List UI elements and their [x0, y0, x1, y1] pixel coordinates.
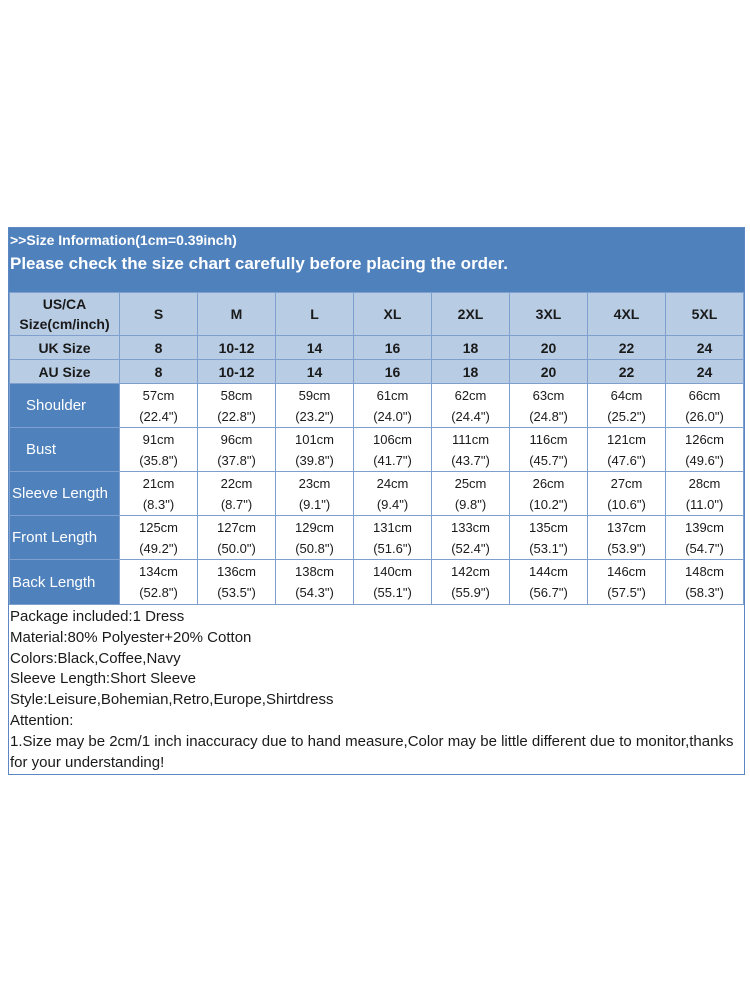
measurement-label: Back Length: [10, 560, 120, 605]
size-check-notice: Please check the size chart carefully before placing the order.: [10, 254, 508, 273]
size-value: 20: [510, 336, 588, 360]
measurement-cell: [198, 560, 276, 605]
measurement-cm: 131cm: [372, 519, 413, 535]
size-row: [10, 360, 744, 384]
product-notes: [9, 605, 744, 774]
measurement-inch: (8.7"): [220, 496, 253, 512]
size-chart: [8, 227, 745, 775]
measurement-inch: (53.9"): [607, 540, 646, 556]
measurement-label: Shoulder: [10, 384, 120, 428]
measurement-inch: (54.3"): [295, 585, 334, 600]
measurement-cell: [510, 472, 588, 516]
measurement-cell: [354, 560, 432, 605]
measurement-inch: (9.1"): [298, 496, 331, 512]
size-value: 14: [276, 360, 354, 384]
measurement-inch: (50.0"): [217, 540, 256, 556]
size-value: 22: [588, 360, 666, 384]
size-value: L: [276, 293, 354, 336]
measurement-cm: 27cm: [610, 475, 643, 491]
measurement-cm: 96cm: [220, 431, 253, 447]
measurement-cm: 58cm: [220, 387, 253, 403]
size-value: S: [120, 293, 198, 336]
measurement-inch: (24.4"): [451, 408, 490, 424]
measurement-row: [10, 384, 744, 428]
measurement-inch: (11.0"): [685, 496, 724, 512]
measurement-cell: [510, 428, 588, 472]
measurement-cm: 101cm: [294, 431, 335, 447]
size-row-label: AU Size: [10, 360, 120, 384]
measurement-cell: [354, 384, 432, 428]
size-value: M: [198, 293, 276, 336]
measurement-cell: [354, 472, 432, 516]
size-table: [9, 292, 744, 605]
measurement-label: Sleeve Length: [10, 472, 120, 516]
measurement-inch: (22.8"): [217, 408, 256, 424]
measurement-cell: [276, 384, 354, 428]
measurement-inch: (57.5"): [607, 585, 646, 600]
size-value: 8: [120, 336, 198, 360]
measurement-inch: (43.7"): [451, 452, 490, 468]
size-chart-header: [9, 228, 744, 292]
measurement-label: Front Length: [10, 516, 120, 560]
measurement-cm: 64cm: [610, 387, 643, 403]
measurement-row: [10, 428, 744, 472]
note-package: Package included:1 Dress: [10, 608, 185, 625]
measurement-cell: [588, 428, 666, 472]
size-value: 8: [120, 360, 198, 384]
measurement-cell: [198, 516, 276, 560]
measurement-cell: [120, 428, 198, 472]
measurement-inch: (8.3"): [142, 496, 175, 512]
measurement-row: [10, 472, 744, 516]
measurement-row: [10, 516, 744, 560]
measurement-cell: [510, 516, 588, 560]
measurement-cell: [120, 384, 198, 428]
measurement-row: [10, 560, 744, 605]
measurement-cell: [666, 516, 744, 560]
measurement-inch: (45.7"): [529, 452, 568, 468]
measurement-cm: 125cm: [138, 519, 179, 535]
measurement-inch: (37.8"): [217, 452, 256, 468]
size-value: 18: [432, 360, 510, 384]
measurement-inch: (50.8"): [295, 540, 334, 556]
measurement-cell: [588, 384, 666, 428]
measurement-cell: [120, 516, 198, 560]
size-value: 18: [432, 336, 510, 360]
measurement-cm: 135cm: [528, 519, 569, 535]
measurement-cm: 127cm: [216, 519, 257, 535]
measurement-cm: 25cm: [454, 475, 487, 491]
measurement-cm: 66cm: [688, 387, 721, 403]
measurement-cm: 106cm: [372, 431, 413, 447]
measurement-cm: 24cm: [376, 475, 409, 491]
measurement-cell: [588, 516, 666, 560]
measurement-inch: (10.6"): [607, 496, 646, 512]
measurement-inch: (49.6"): [685, 452, 724, 468]
size-value: 4XL: [588, 293, 666, 336]
note-colors: Colors:Black,Coffee,Navy: [10, 649, 181, 667]
measurement-inch: (52.8"): [139, 585, 178, 600]
size-value: 16: [354, 360, 432, 384]
measurement-cm: 59cm: [298, 387, 331, 403]
size-value: 10-12: [198, 360, 276, 384]
measurement-cm: 129cm: [294, 519, 335, 535]
measurement-inch: (52.4"): [451, 540, 490, 556]
measurement-cm: 21cm: [142, 475, 175, 491]
measurement-cm: 126cm: [684, 431, 725, 447]
measurement-inch: (51.6"): [373, 540, 412, 556]
measurement-cell: [276, 516, 354, 560]
measurement-cm: 91cm: [142, 431, 175, 447]
measurement-inch: (22.4"): [139, 408, 178, 424]
measurement-label: Bust: [10, 428, 120, 472]
measurement-cm: 146cm: [606, 564, 647, 579]
measurement-cm: 121cm: [606, 431, 647, 447]
measurement-inch: (24.0"): [373, 408, 412, 424]
measurement-cell: [432, 384, 510, 428]
measurement-cm: 142cm: [450, 564, 491, 579]
note-attention: Attention:: [10, 711, 74, 729]
measurement-inch: (47.6"): [607, 452, 646, 468]
size-value: 20: [510, 360, 588, 384]
measurement-cell: [276, 472, 354, 516]
size-value: XL: [354, 293, 432, 336]
measurement-cell: [588, 560, 666, 605]
measurement-cell: [432, 516, 510, 560]
measurement-cell: [510, 384, 588, 428]
measurement-cm: 26cm: [532, 475, 565, 491]
size-info-title: >>Size Information(1cm=0.39inch): [10, 232, 237, 248]
measurement-inch: (23.2"): [295, 408, 334, 424]
size-row-label: US/CA Size(cm/inch): [10, 293, 120, 336]
measurement-cell: [276, 560, 354, 605]
size-row-label: UK Size: [10, 336, 120, 360]
size-value: 10-12: [198, 336, 276, 360]
measurement-cm: 148cm: [684, 564, 725, 579]
measurement-cell: [510, 560, 588, 605]
measurement-cm: 144cm: [528, 564, 569, 579]
size-value: 16: [354, 336, 432, 360]
note-attention-detail: 1.Size may be 2cm/1 inch inaccuracy due to hand measure,Color may be little different due to monitor,thanks for your understanding!: [10, 732, 734, 771]
measurement-inch: (56.7"): [529, 585, 568, 600]
measurement-inch: (26.0"): [685, 408, 724, 424]
measurement-cell: [354, 516, 432, 560]
measurement-cell: [588, 472, 666, 516]
measurement-cm: 138cm: [294, 564, 335, 579]
measurement-inch: (54.7"): [685, 540, 724, 556]
measurement-cell: [666, 472, 744, 516]
measurement-cell: [120, 472, 198, 516]
measurement-inch: (39.8"): [295, 452, 334, 468]
measurement-cm: 139cm: [684, 519, 725, 535]
measurement-inch: (55.1"): [373, 585, 412, 600]
size-value: 2XL: [432, 293, 510, 336]
measurement-inch: (10.2"): [529, 496, 568, 512]
measurement-inch: (35.8"): [139, 452, 178, 468]
measurement-cm: 61cm: [376, 387, 409, 403]
measurement-cell: [120, 560, 198, 605]
measurement-cell: [666, 560, 744, 605]
measurement-inch: (9.4"): [376, 496, 409, 512]
measurement-cell: [198, 472, 276, 516]
measurement-cell: [198, 384, 276, 428]
measurement-cell: [432, 472, 510, 516]
measurement-cell: [432, 428, 510, 472]
measurement-cm: 137cm: [606, 519, 647, 535]
measurement-inch: (55.9"): [451, 585, 490, 600]
measurement-cm: 62cm: [454, 387, 487, 403]
measurement-cm: 23cm: [298, 475, 331, 491]
size-value: 22: [588, 336, 666, 360]
measurement-cm: 22cm: [220, 475, 253, 491]
measurement-cm: 133cm: [450, 519, 491, 535]
size-row: [10, 336, 744, 360]
measurement-cell: [354, 428, 432, 472]
size-value: 14: [276, 336, 354, 360]
measurement-cm: 136cm: [216, 564, 257, 579]
measurement-cm: 28cm: [688, 475, 721, 491]
measurement-cm: 63cm: [532, 387, 565, 403]
measurement-cell: [666, 384, 744, 428]
measurement-cm: 116cm: [529, 431, 568, 447]
size-value: 24: [666, 360, 744, 384]
measurement-inch: (53.1"): [529, 540, 568, 556]
measurement-cm: 57cm: [142, 387, 175, 403]
measurement-inch: (53.5"): [217, 585, 256, 600]
measurement-inch: (41.7"): [373, 452, 412, 468]
measurement-inch: (24.8"): [529, 408, 568, 424]
measurement-cm: 134cm: [138, 564, 179, 579]
measurement-cell: [666, 428, 744, 472]
measurement-cm: 140cm: [372, 564, 413, 579]
measurement-cell: [276, 428, 354, 472]
measurement-inch: (25.2"): [607, 408, 646, 424]
measurement-cell: [198, 428, 276, 472]
note-sleeve-length: Sleeve Length:Short Sleeve: [10, 670, 196, 688]
size-value: 24: [666, 336, 744, 360]
measurement-cm: 111cm: [451, 431, 490, 447]
size-row: [10, 293, 744, 336]
size-value: 3XL: [510, 293, 588, 336]
measurement-inch: (58.3"): [685, 585, 724, 600]
size-value: 5XL: [666, 293, 744, 336]
note-material: Material:80% Polyester+20% Cotton: [10, 628, 252, 646]
measurement-cell: [432, 560, 510, 605]
measurement-inch: (49.2"): [139, 540, 178, 556]
note-style: Style:Leisure,Bohemian,Retro,Europe,Shirtdress: [10, 691, 334, 709]
measurement-inch: (9.8"): [454, 496, 487, 512]
